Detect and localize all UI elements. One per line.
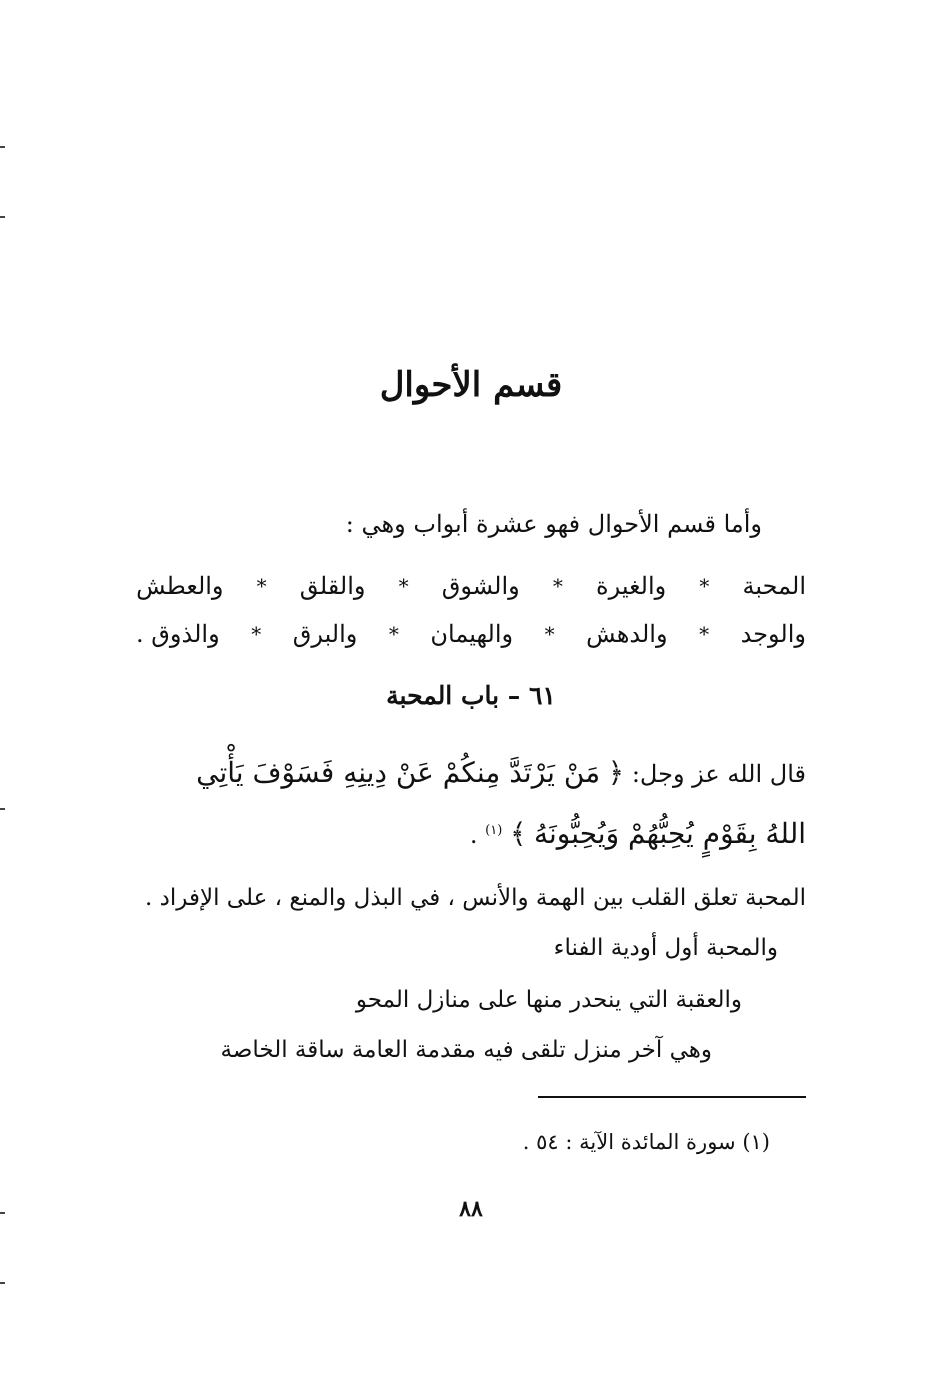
states-row-2 <box>136 614 806 654</box>
state-item: والوجد <box>740 620 806 648</box>
body-line: والمحبة أول أودية الفناء <box>553 935 778 961</box>
state-item: والعطش <box>136 572 224 600</box>
scan-edge-mark <box>0 216 5 218</box>
state-item: والذوق . <box>136 620 220 648</box>
scan-edge-mark <box>0 146 5 148</box>
star-separator: * <box>398 574 409 598</box>
footnote-reference: (١) <box>485 823 503 838</box>
star-separator: * <box>544 622 555 646</box>
star-separator: * <box>256 574 267 598</box>
states-row-1 <box>136 566 806 606</box>
scan-edge-mark <box>0 1212 5 1214</box>
scan-edge-mark <box>0 808 5 810</box>
state-item: والبرق <box>292 620 358 648</box>
body-line: والعقبة التي ينحدر منها على منازل المحو <box>355 987 742 1013</box>
footnote-divider <box>538 1096 806 1098</box>
body-line: المحبة تعلق القلب بين الهمة والأنس ، في البذل والمنع ، على الإفراد . <box>145 885 806 911</box>
intro-paragraph: وأما قسم الأحوال فهو عشرة أبواب وهي : <box>345 510 762 538</box>
state-item: والهيمان <box>430 620 514 648</box>
state-item: والغيرة <box>596 572 667 600</box>
body-line: وهي آخر منزل تلقى فيه مقدمة العامة ساقة الخاصة <box>220 1037 712 1063</box>
star-separator: * <box>552 574 563 598</box>
page-number: ٨٨ <box>459 1196 483 1222</box>
footnote: (١) سورة المائدة الآية : ٥٤ . <box>522 1130 770 1154</box>
verse-end-punctuation: . <box>469 821 478 849</box>
star-separator: * <box>251 622 262 646</box>
chapter-heading: ٦١ – باب المحبة <box>386 681 556 710</box>
star-separator: * <box>699 574 710 598</box>
section-title: قسم الأحوال <box>379 365 563 405</box>
quran-close-bracket: ﴾ <box>509 817 527 850</box>
scan-edge-mark <box>0 1282 5 1284</box>
verse-line-2 <box>136 806 806 860</box>
state-item: والقلق <box>299 572 366 600</box>
quran-text-line-2: اللهُ بِقَوْمٍ يُحِبُّهُمْ وَيُحِبُّونَهُ <box>533 817 806 850</box>
state-item: والشوق <box>441 572 520 600</box>
quran-text-line-1: مَنْ يَرْتَدَّ مِنكُمْ عَنْ دِينِهِ فَسَوْفَ يَأْتِي <box>196 756 601 789</box>
state-item: والدهش <box>586 620 668 648</box>
quran-open-bracket: ﴿ <box>607 756 625 789</box>
star-separator: * <box>699 622 710 646</box>
verse-line-1 <box>136 748 806 799</box>
star-separator: * <box>388 622 399 646</box>
state-item: المحبة <box>742 572 806 600</box>
verse-intro: قال الله عز وجل: <box>631 760 806 788</box>
